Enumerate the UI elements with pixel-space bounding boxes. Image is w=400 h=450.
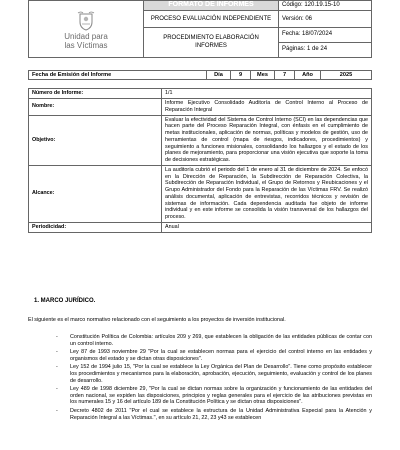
numero-value: 1/1	[162, 89, 372, 99]
law-list	[60, 334, 372, 423]
list-item: - Decreto 4802 de 2011 "Por el cual se establece la estructura de la Unidad Administrativa Especial para la Atención y Reparación Integral a las Víctimas.", en su artículo 21, 22, 23 y43 se establecen	[60, 408, 372, 421]
nombre-value: Informe Ejecutivo Consolidado Auditoría de Control Interno al Proceso de Reparación Integral	[162, 99, 372, 116]
doc-code: Código: 120.19.15-10	[279, 1, 372, 11]
org-name: Unidad para las Víctimas	[64, 32, 108, 50]
list-item: - Ley 87 de 1993 noviembre 29 "Por la cual se establecen normas para el ejercicio del control interno en las entidades y organismos del estado y se dictan otras disposiciones".	[60, 349, 372, 362]
emission-date-row	[28, 70, 372, 80]
year-value: 2025	[321, 71, 372, 80]
periodicidad-value: Anual	[162, 222, 372, 232]
report-info-table	[28, 88, 372, 233]
emission-label: Fecha de Emisión del Informe	[29, 71, 207, 80]
numero-label: Número de Informe:	[29, 89, 162, 99]
alcance-label: Alcance:	[29, 165, 162, 222]
coat-of-arms-icon	[77, 11, 95, 31]
list-item: - Ley 489 de 1998 diciembre 29, "Por la cual se dictan normas sobre la organización y funcionamiento de las entidades del orden nacional, se expiden las disposiciones, principios y reglas generales para el ejercicio de las atribuciones previstas en los numerales 15 y 16 del artículo 189 de la Constitución Política y se dictan otras disposiciones".	[60, 386, 372, 406]
day-label: Día	[207, 71, 231, 80]
list-item: - Ley 152 de 1994 julio 15, "Por la cual se establece la Ley Orgánica del Plan de Desarrollo". Tiene como propósito establecer los procedimientos y mecanismos para la elaboración, aprobación, ejecución, seguimiento, evaluación y control de los planes de desarrollo.	[60, 364, 372, 384]
year-label: Año	[295, 71, 321, 80]
day-value: 9	[231, 71, 251, 80]
format-title: FORMATO DE INFORMES	[144, 1, 279, 11]
list-item: - Constitución Política de Colombia: artículos 209 y 269, que establecen la obligación de las entidades públicas de contar con un control interno.	[60, 334, 372, 347]
month-value: 7	[275, 71, 295, 80]
doc-pages: Páginas: 1 de 24	[279, 43, 372, 58]
doc-date: Fecha: 18/07/2024	[279, 28, 372, 43]
process-name: PROCESO EVALUACIÓN INDEPENDIENTE	[144, 11, 279, 28]
logo-cell	[29, 1, 144, 58]
nombre-label: Nombre:	[29, 99, 162, 116]
objetivo-label: Objetivo:	[29, 115, 162, 165]
procedure-name: PROCEDIMIENTO ELABORACIÓN INFORMES	[144, 28, 279, 58]
doc-version: Versión: 06	[279, 11, 372, 28]
document-header	[28, 0, 372, 58]
section-intro: El siguiente es el marco normativo relacionado con el seguimiento a los proyectos de inversión institucional.	[28, 317, 286, 323]
alcance-value: La auditoría cubrió el periodo del 1 de enero al 31 de diciembre de 2024. Se enfocó en la Dirección de Reparación, la Subdirección de Reparación Colectiva, la Subdirección de Reparación Individual, el Grupo de Retornos y Reubicaciones y el Grupo Administrador del Fondo para la Reparación de las Víctimas FRV. Se realizó análisis documental, aplicación de entrevistas, recorridos técnicos y revisión de sistemas de información. Cada dependencia auditada fue objeto de informe individual y en este informe se consolida la visión transversal de los hallazgos del proceso.	[162, 165, 372, 222]
section-title: 1. MARCO JURÍDICO.	[34, 298, 96, 304]
periodicidad-label: Periodicidad:	[29, 222, 162, 232]
objetivo-value: Evaluar la efectividad del Sistema de Control Interno (SCI) en las dependencias que hacen parte del Proceso Reparación Integral, con énfasis en el cumplimiento de metas institucionales, aplicación de normas, políticas y modelos de gestión, uso de herramientas de control (mapa de riesgos, indicadores, procedimientos) y seguimiento a funciones misionales, consolidando los hallazgos y el estado de los planes de mejoramiento, para proporcionar una visión ejecutiva que soporte la toma de decisiones estratégicas.	[162, 115, 372, 165]
month-label: Mes	[251, 71, 275, 80]
